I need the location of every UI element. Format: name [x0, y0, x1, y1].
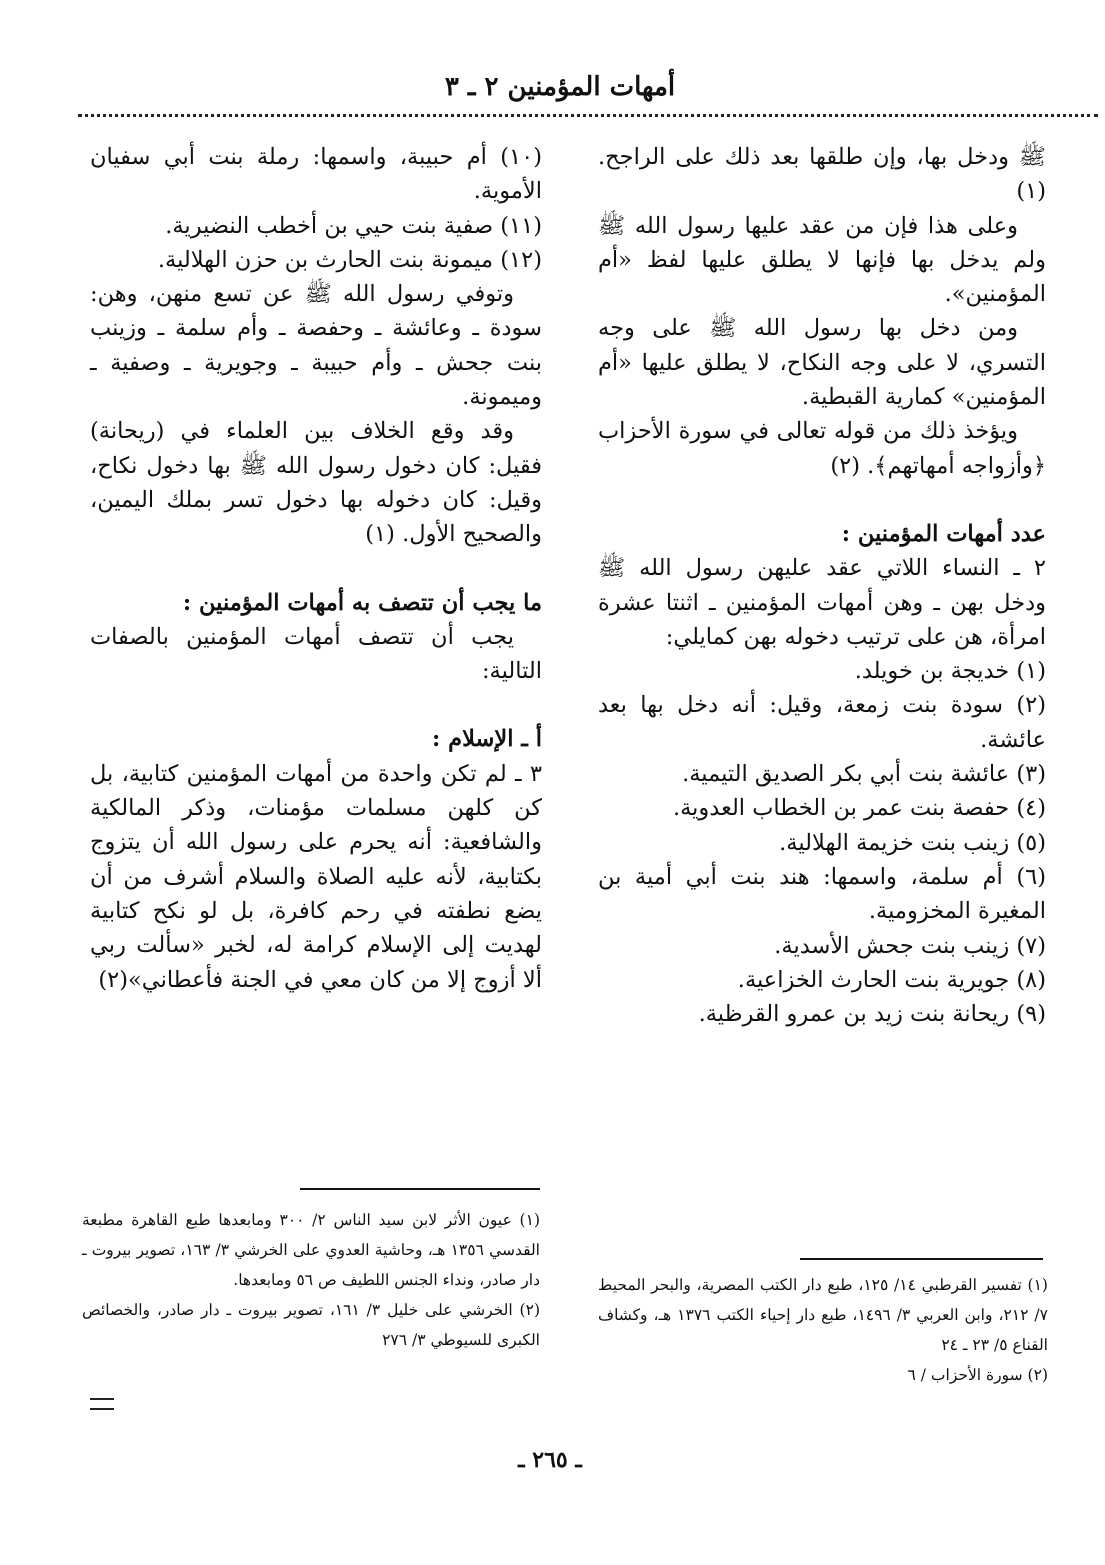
spacer [598, 483, 1046, 517]
continuation-mark [90, 1398, 114, 1410]
list-item: (٢) سودة بنت زمعة، وقيل: أنه دخل بها بعد عائشة. [598, 692, 1046, 753]
page-number: ـ ٢٦٥ ـ [518, 1447, 582, 1473]
paragraph: وعلى هذا فإن من عقد عليها رسول الله ﷺ ولم يدخل بها فإنها لا يطلق عليها لفظ «أم المؤمنين». [598, 212, 1046, 308]
footnote: (١) عيون الأثر لابن سيد الناس ٢/ ٣٠٠ ومابعدها طبع القاهرة مطبعة القدسي ١٣٥٦ هـ، وحاشية العدوي على الخرشي ٣/ ١٦٣، تصوير بيروت ـ دار صادر، ونداء الجنس اللطيف ص ٥٦ ومابعدها. [82, 1211, 540, 1289]
list-item: (١٢) ميمونة بنت الحارث بن حزن الهلالية. [157, 246, 542, 273]
page-header: أمهات المؤمنين ٢ ـ ٣ [444, 72, 676, 102]
section-heading: عدد أمهات المؤمنين : [841, 520, 1046, 547]
list-item: (١٠) أم حبيبة، واسمها: رملة بنت أبي سفيان الأموية. [90, 144, 542, 205]
list-item: (١١) صفية بنت حيي بن أخطب النضيرية. [165, 212, 542, 239]
paragraph: وقد وقع الخلاف بين العلماء في (ريحانة) فقيل: كان دخول رسول الله ﷺ بها دخول نكاح، وقيل: كان دخوله بها دخول تسر بملك اليمين، والصحيح الأول. (١) [90, 418, 542, 548]
paragraph: ﷺ ودخل بها، وإن طلقها بعد ذلك على الراجح. (١) [598, 144, 1046, 205]
list-item: (٥) زينب بنت خزيمة الهلالية. [779, 829, 1046, 856]
header-dotted-rule [78, 114, 1098, 117]
paragraph: ويؤخذ ذلك من قوله تعالى في سورة الأحزاب ﴿وأزواجه أمهاتهم﴾. (٢) [598, 418, 1046, 479]
right-column [598, 140, 1046, 1031]
paragraph: وتوفي رسول الله ﷺ عن تسع منهن، وهن: سودة ـ وعائشة ـ وحفصة ـ وأم سلمة ـ وزينب بنت جحش ـ وأم حبيبة ـ وجويرية ـ وصفية ـ وميمونة. [90, 281, 542, 411]
left-column [90, 140, 542, 997]
list-item: (٦) أم سلمة، واسمها: هند بنت أبي أمية بن المغيرة المخزومية. [598, 863, 1046, 925]
list-item: (٩) ريحانة بنت زيد بن عمرو القرظية. [698, 1001, 1046, 1028]
subsection-heading: أ ـ الإسلام : [432, 726, 542, 753]
footnote: (٢) سورة الأحزاب / ٦ [907, 1366, 1048, 1384]
paragraph: ٣ ـ لم تكن واحدة من أمهات المؤمنين كتابية، بل كن كلهن مسلمات مؤمنات، وذكر المالكية والشافعية: أنه يحرم على رسول الله أن يتزوج بكتابية، لأنه عليه الصلاة والسلام أشرف من أن يضع نطفته في رحم كافرة، بل لو نكح كتابية لهديت إلى الإسلام كرامة له، لخبر «سألت ربي ألا أزوج إلا من كان معي في الجنة فأعطاني»(٢) [90, 760, 542, 993]
list-item: (٤) حفصة بنت عمر بن الخطاب العدوية. [672, 795, 1046, 822]
list-item: (٧) زينب بنت جحش الأسدية. [774, 932, 1046, 959]
footnote-rule [300, 1188, 540, 1190]
paragraph: ٢ ـ النساء اللاتي عقد عليهن رسول الله ﷺ ودخل بهن ـ وهن أمهات المؤمنين ـ اثنتا عشرة امرأة، هن على ترتيب دخوله بهن كمايلي: [598, 555, 1046, 650]
footnote-rule [800, 1258, 1043, 1260]
section-heading: ما يجب أن تتصف به أمهات المؤمنين : [182, 589, 542, 616]
paragraph: ومن دخل بها رسول الله ﷺ على وجه التسري، لا على وجه النكاح، لا يطلق عليها «أم المؤمنين» كمارية القبطية. [598, 315, 1046, 411]
list-item: (٨) جويرية بنت الحارث الخزاعية. [737, 966, 1046, 993]
footnotes-right [598, 1270, 1048, 1390]
list-item: (٣) عائشة بنت أبي بكر الصديق التيمية. [682, 761, 1046, 788]
spacer [90, 552, 542, 586]
spacer [90, 688, 542, 722]
list-item: (١) خديجة بن خويلد. [854, 658, 1046, 685]
paragraph: يجب أن تتصف أمهات المؤمنين بالصفات التالية: [90, 623, 542, 685]
footnotes-left [82, 1205, 540, 1355]
footnote: (١) تفسير القرطبي ١٤/ ١٢٥، طبع دار الكتب المصرية، والبحر المحيط ٧/ ٢١٢، وابن العربي ٣/ ١٤٩٦، طبع دار إحياء الكتب ١٣٧٦ هـ، وكشاف القناع ٥/ ٢٣ ـ ٢٤ [598, 1276, 1048, 1354]
footnote: (٢) الخرشي على خليل ٣/ ١٦١، تصوير بيروت ـ دار صادر، والخصائص الكبرى للسيوطي ٣/ ٢٧٦ [82, 1301, 540, 1349]
